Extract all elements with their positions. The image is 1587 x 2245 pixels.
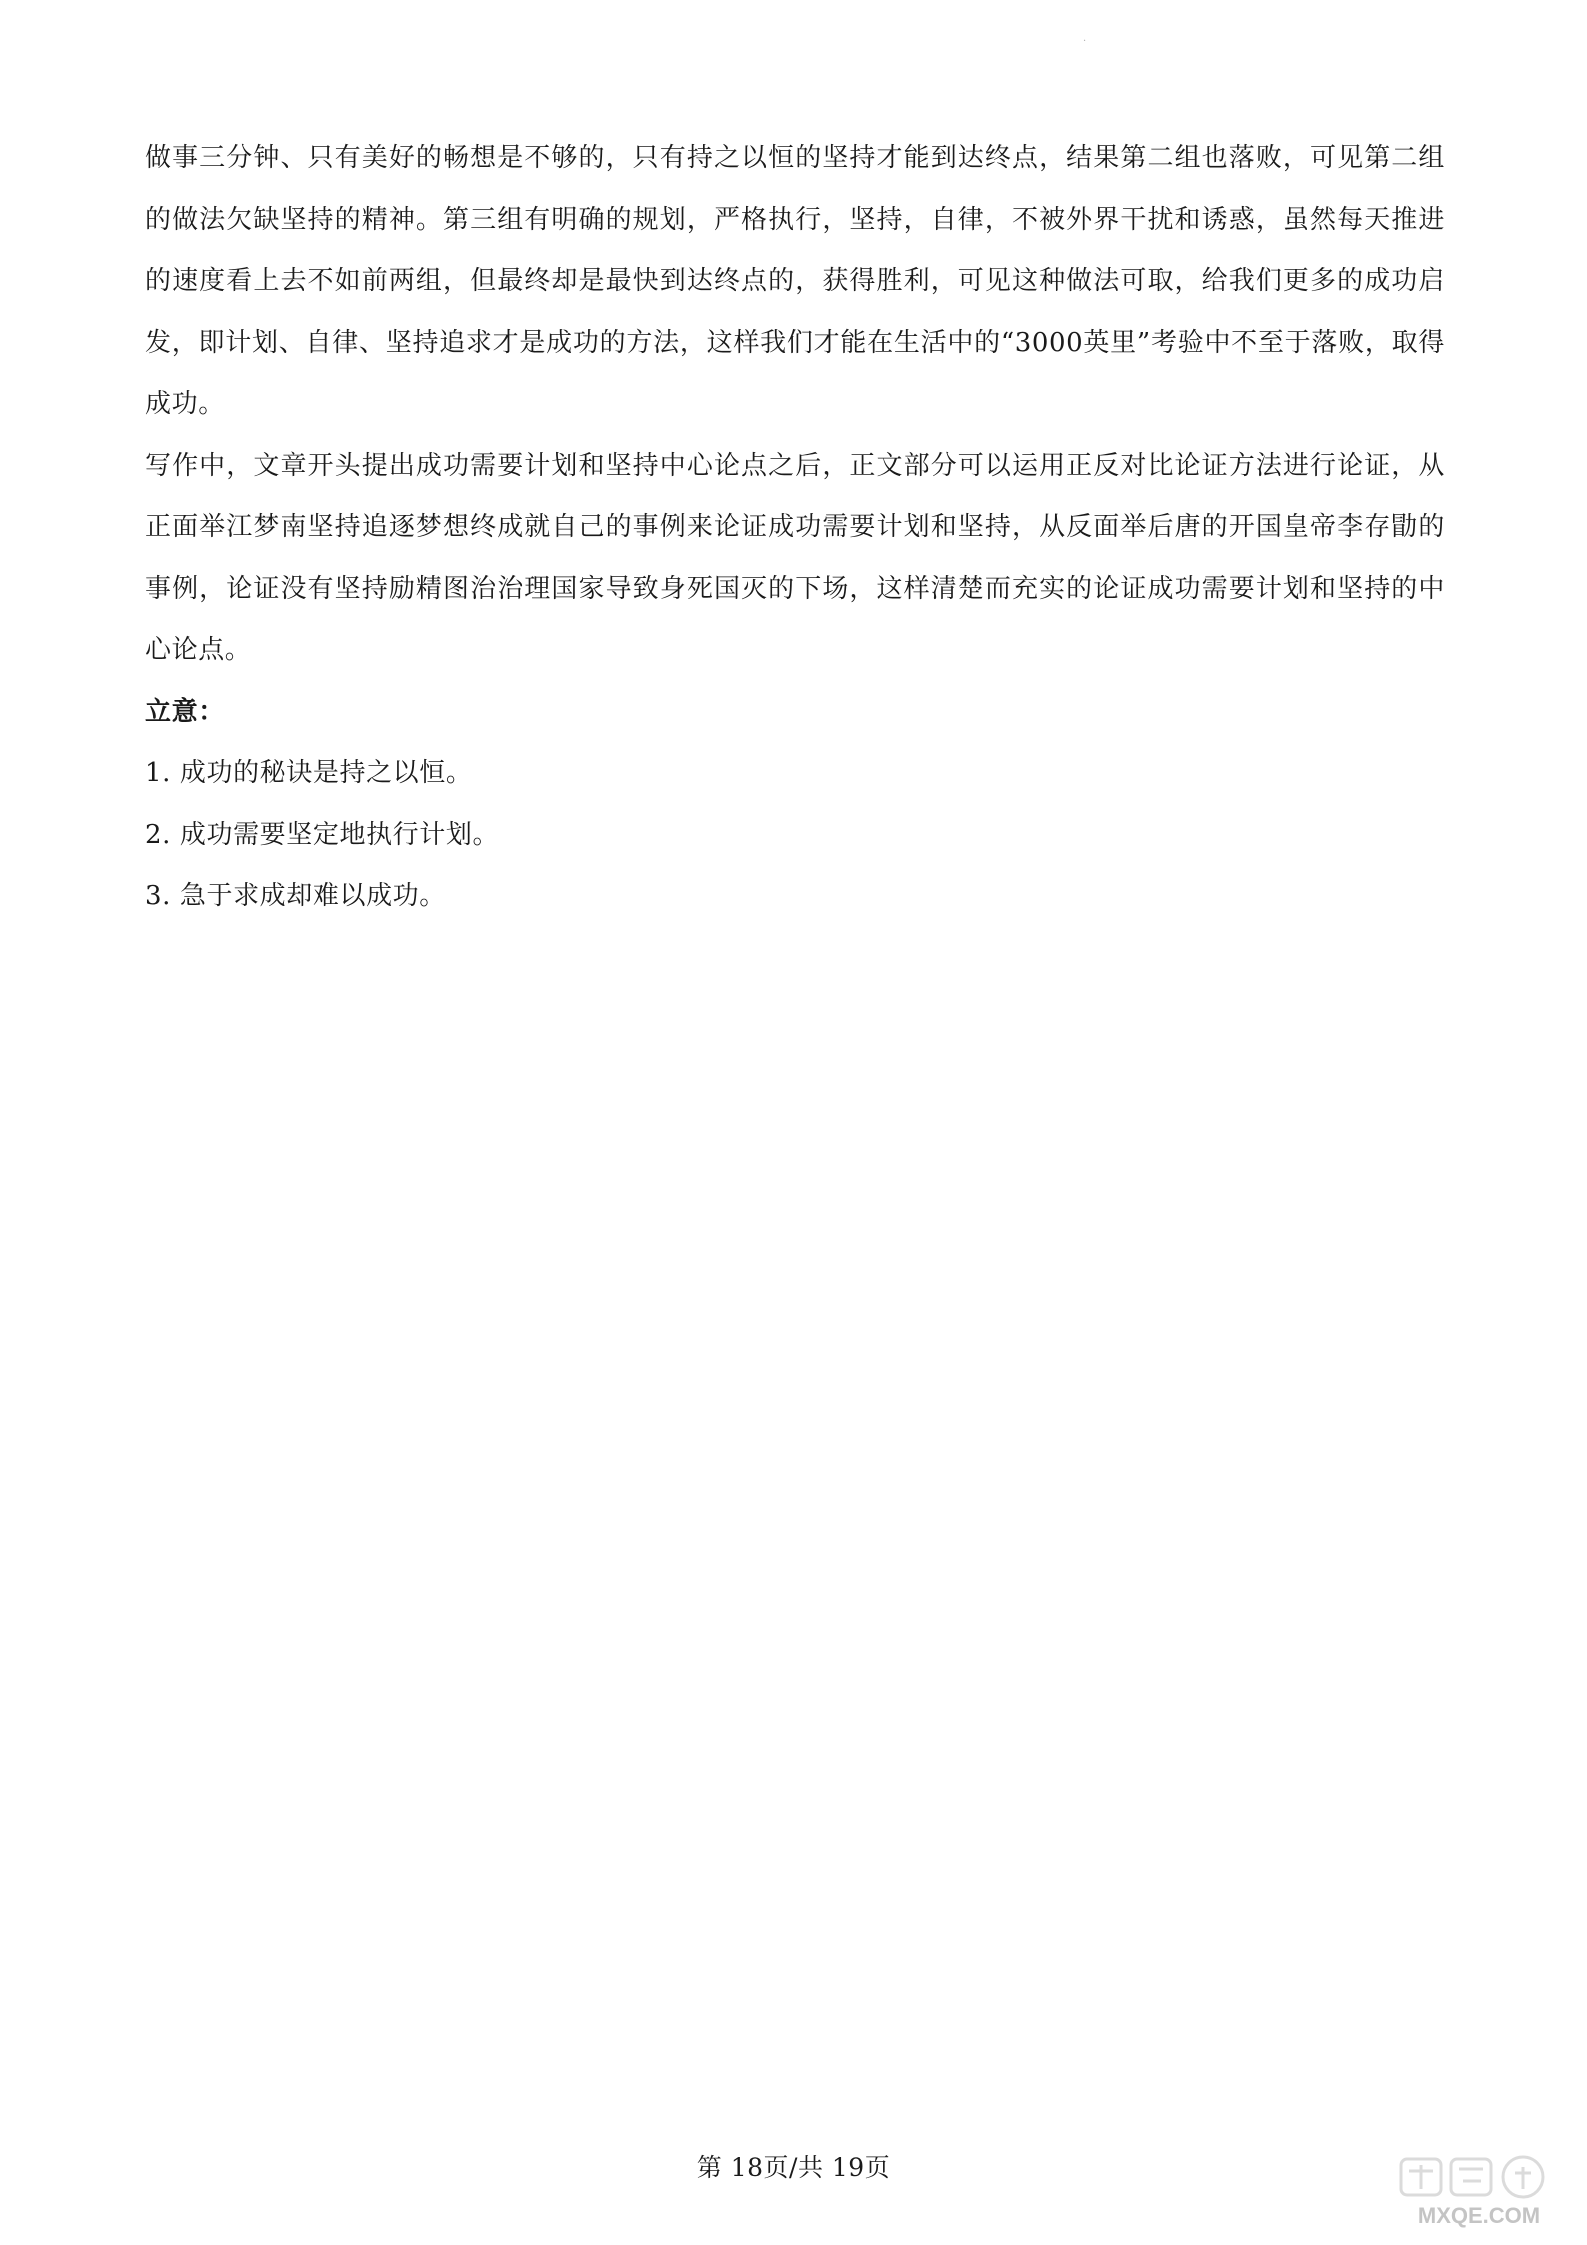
paragraph-writing-guidance: 写作中，文章开头提出成功需要计划和坚持中心论点之后，正文部分可以运用正反对比论证方法进行论证，从正面举江梦南坚持追逐梦想终成就自己的事例来论证成功需要计划和坚持，从反面举后唐的开国皇帝李存勖的事例，论证没有坚持励精图治治理国家导致身死国灭的下场，这样清楚而充实的论证成功需要计划和坚持的中心论点。 bbox=[145, 450, 1445, 665]
watermark-text: MXQE.COM bbox=[1417, 2203, 1541, 2228]
theme-item-3: 3. 急于求成却难以成功。 bbox=[145, 881, 446, 911]
watermark-logo bbox=[1389, 2153, 1569, 2233]
document-body bbox=[145, 128, 1445, 928]
page-number-footer: 第 18页/共 19页 bbox=[696, 2153, 891, 2182]
paragraph-analysis: 做事三分钟、只有美好的畅想是不够的，只有持之以恒的坚持才能到达终点，结果第二组也落败，可见第二组的做法欠缺坚持的精神。第三组有明确的规划，严格执行，坚持，自律，不被外界干扰和诱惑，虽然每天推进的速度看上去不如前两组，但最终却是最快到达终点的，获得胜利，可见这种做法可取，给我们更多的成功启发，即计划、自律、坚持追求才是成功的方法，这样我们才能在生活中的“3000英里”考验中不至于落败，取得成功。 bbox=[145, 143, 1445, 419]
theme-item-2: 2. 成功需要坚定地执行计划。 bbox=[145, 819, 500, 850]
section-heading-theme: 立意： bbox=[145, 696, 225, 727]
theme-item-1: 1. 成功的秘诀是持之以恒。 bbox=[145, 758, 473, 788]
top-dot-mark: · bbox=[1083, 36, 1087, 47]
